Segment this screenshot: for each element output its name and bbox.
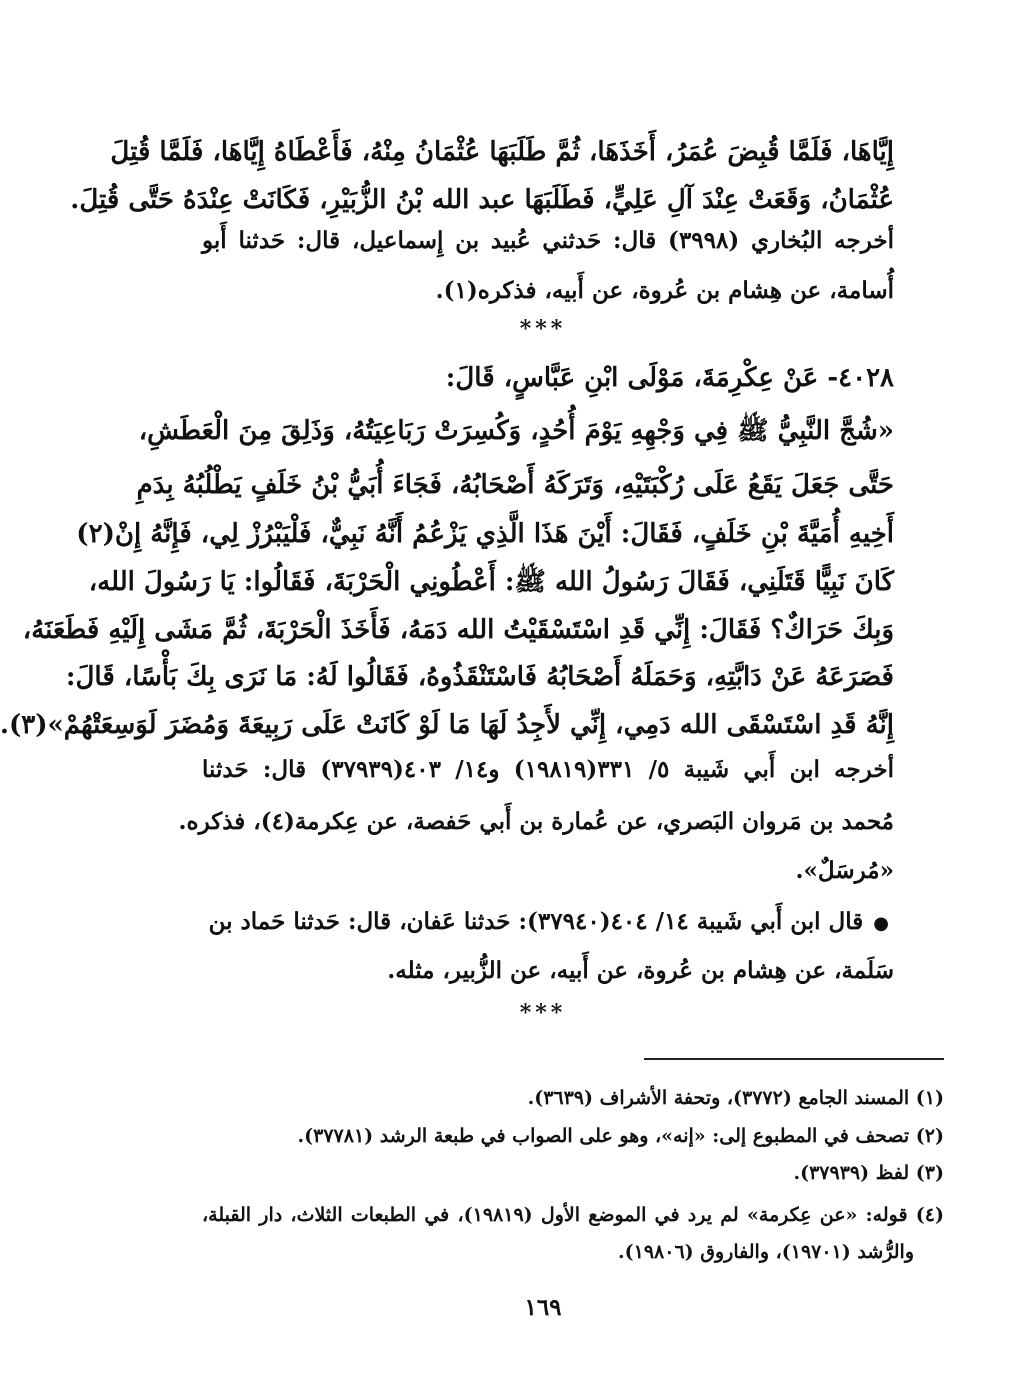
section-separator: ***	[519, 1000, 567, 1026]
footnote-divider	[644, 1058, 944, 1060]
takhrij-line: أخرجه ابن أَبي شَيبة ٥/ ٣٣١(١٩٨١٩) و١٤/ ٤٠٣(٣٧٩٣٩) قال: حَدثنا	[202, 756, 894, 783]
takhrij-line: أخرجه البُخاري (٣٩٩٨) قال: حَدثني عُبيد بن إِسماعيل، قال: حَدثنا أَبو	[202, 227, 895, 254]
takhrij-line: مُحمد بن مَروان البَصري، عن عُمارة بن أَبي حَفصة، عن عِكرمة(٤)، فذكره.	[178, 808, 894, 835]
takhrij-line	[202, 900, 889, 946]
hadith-text-line: إِيَّاهَا، فَلَمَّا قُبِضَ عُمَرُ، أَخَذَهَا، ثُمَّ طَلَبَهَا عُثْمَانُ مِنْهُ، فَأَعْطَاهُ إِيَّاهَا، فَلَمَّا قُتِلَ	[110, 137, 894, 167]
bullet-icon: ●	[873, 913, 889, 934]
hadith-text-line: عُثْمَانُ، وَقَعَتْ عِنْدَ آلِ عَلِيٍّ، فَطَلَبَهَا عبد الله بْنُ الزُّبَيْرِ، فَكَانَتْ عِنْدَهُ حَتَّى قُتِلَ.	[70, 185, 894, 215]
takhrij-text: قال ابن أَبي شَيبة ١٤/ ٤٠٤(٣٧٩٤٠): حَدثنا عَفان، قال: حَدثنا حَماد بن	[208, 908, 864, 935]
footnote: (٤) قوله: «عن عِكرمة» لم يرد في الموضع الأول (١٩٨١٩)، في الطبعات الثلاث، دار القبلة،	[202, 1204, 945, 1226]
page-number: ١٦٩	[524, 1294, 562, 1321]
section-separator: ***	[519, 316, 567, 342]
hadith-text-line: حَتَّى جَعَلَ يَقَعُ عَلَى رُكْبَتَيْهِ، وَتَرَكَهُ أَصْحَابُهُ، فَجَاءَ أُبَيُّ بْنُ خَلَفٍ يَطْلُبُهُ بِدَمِ	[136, 470, 894, 500]
footnote: (١) المسند الجامع (٣٧٧٢)، وتحفة الأشراف (٣٦٣٩).	[527, 1087, 944, 1109]
hadith-text-line: وَبِكَ حَرَاكٌ؟ فَقَالَ: إِنِّي قَدِ اسْتَسْقَيْتُ الله دَمَهُ، فَأَخَذَ الْحَرْبَةَ، ثُمَّ مَشَى إِلَيْهِ فَطَعَنَهُ،	[22, 615, 894, 645]
hadith-text-line: فَصَرَعَهُ عَنْ دَابَّتِهِ، وَحَمَلَهُ أَصْحَابُهُ فَاسْتَنْقَذُوهُ، فَقَالُوا لَهُ: مَا نَرَى بِكَ بَأْسًا، قَالَ:	[65, 662, 894, 692]
hadith-heading: ٤٠٢٨- عَنْ عِكْرِمَةَ، مَوْلَى ابْنِ عَبَّاسٍ، قَالَ:	[445, 363, 894, 393]
takhrij-line: أُسامة، عن هِشام بن عُروة، عن أَبيه، فذكره(١).	[435, 277, 894, 304]
hadith-text-line: «شُجَّ النَّبِيُّ ﷺ فِي وَجْهِهِ يَوْمَ أُحُدٍ، وَكُسِرَتْ رَبَاعِيَتُهُ، وَذَلِقَ مِنَ الْعَطَشِ،	[138, 416, 894, 446]
footnote: (٣) لفظ (٣٧٩٣٩).	[793, 1162, 944, 1184]
footnote-continuation: والرُّشد (١٩٧٠١)، والفاروق (١٩٨٠٦).	[618, 1241, 914, 1263]
footnote: (٢) تصحف في المطبوع إلى: «إنه»، وهو على الصواب في طبعة الرشد (٣٧٧٨١).	[297, 1125, 944, 1147]
hadith-grade: «مُرسَلٌ».	[795, 857, 894, 884]
hadith-text-line: كَانَ نَبِيًّا قَتَلَنِي، فَقَالَ رَسُولُ الله ﷺ: أَعْطُونِي الْحَرْبَةَ، فَقَالُوا: يَا رَسُولَ الله،	[88, 567, 894, 597]
takhrij-line: سَلَمة، عن هِشام بن عُروة، عن أَبيه، عن الزُّبير، مثله.	[387, 957, 894, 984]
hadith-text-line: إِنَّهُ قَدِ اسْتَسْقَى الله دَمِي، إِنِّي لأَجِدُ لَهَا مَا لَوْ كَانَتْ عَلَى رَبِيعَةَ وَمُضَرَ لَوَسِعَتْهُمْ»(٣).	[0, 710, 894, 740]
hadith-text-line: أَخِيهِ أُمَيَّةَ بْنِ خَلَفٍ، فَقَالَ: أَيْنَ هَذَا الَّذِي يَزْعُمُ أَنَّهُ نَبِيٌّ، فَلْيَبْرُزْ لِي، فَإِنَّهُ إِنْ(٢)	[76, 519, 894, 549]
